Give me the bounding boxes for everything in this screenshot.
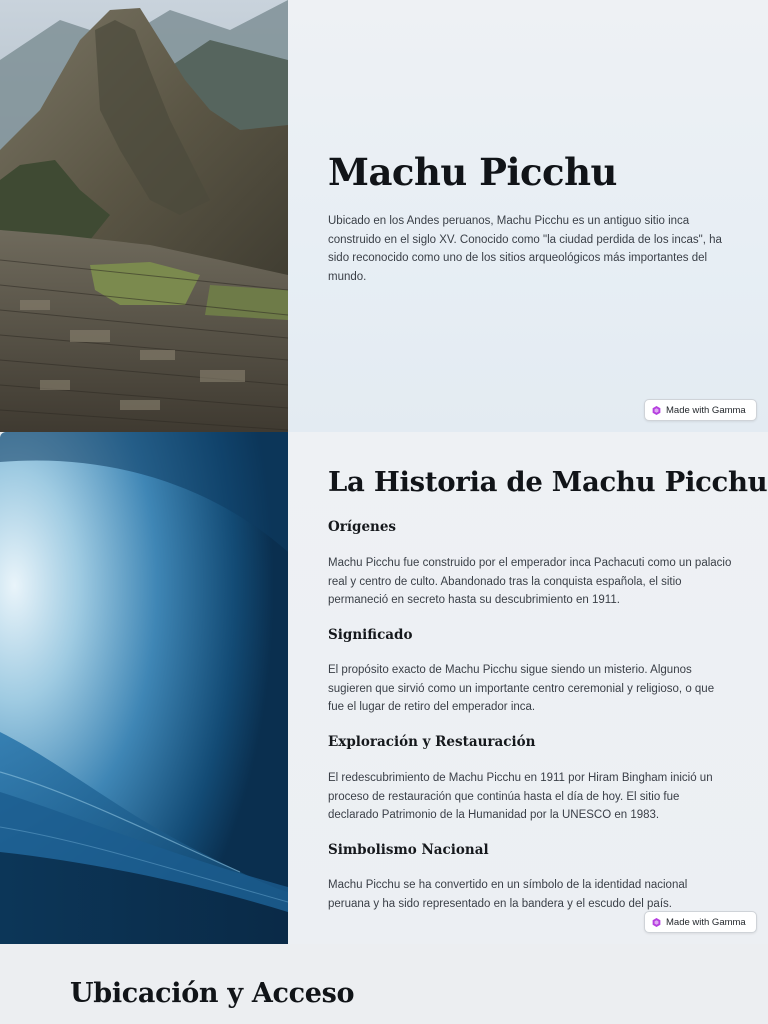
section-heading-origenes: Orígenes <box>328 519 397 535</box>
gamma-logo-icon <box>652 406 661 415</box>
section-heading-simbolismo: Simbolismo Nacional <box>328 842 489 858</box>
badge-label: Made with Gamma <box>666 916 746 928</box>
section-text-exploracion: El redescubrimiento de Machu Picchu en 1911 por Hiram Bingham inició un proceso de restauración que continúa hasta el día de hoy. El sitio fue declarado Patrimonio de la Humanidad por la UNESCO en 1983. <box>328 772 713 822</box>
slide-history <box>0 432 768 944</box>
slide-title: Machu Picchu <box>328 150 617 194</box>
section-text-origenes: Machu Picchu fue construido por el emperador inca Pachacuti como un palacio real y centro de culto. Abandonado tras la conquista española, el sitio permaneció en secreto hasta su descubrimiento en 1911. <box>328 557 732 607</box>
badge-label: Made with Gamma <box>666 404 746 416</box>
section-text-significado: El propósito exacto de Machu Picchu sigue siendo un misterio. Algunos sugieren que sirvió como un importante centro ceremonial y religioso, o que fue el lugar de retiro del emperador inca. <box>328 664 715 714</box>
slide-title: La Historia de Machu Picchu <box>328 466 768 498</box>
slide-location <box>0 944 768 1024</box>
made-with-gamma-badge[interactable] <box>644 399 757 421</box>
abstract-blue-image <box>0 432 288 944</box>
machu-picchu-photo <box>0 0 288 432</box>
section-heading-exploracion: Exploración y Restauración <box>328 734 536 750</box>
gamma-logo-icon <box>652 918 661 927</box>
slide-intro-text: Ubicado en los Andes peruanos, Machu Picchu es un antiguo sitio inca construido en el siglo XV. Conocido como "la ciudad perdida de los incas", ha sido reconocido como uno de los sitios arqueológicos más importantes del mundo. <box>328 215 722 283</box>
section-heading-significado: Significado <box>328 627 413 643</box>
made-with-gamma-badge[interactable] <box>644 911 757 933</box>
slide-title: Ubicación y Acceso <box>70 978 355 1009</box>
section-text-simbolismo: Machu Picchu se ha convertido en un símbolo de la identidad nacional peruana y ha sido representado en la bandera y el escudo del país. <box>328 879 688 910</box>
slide-machu-picchu <box>0 0 768 432</box>
